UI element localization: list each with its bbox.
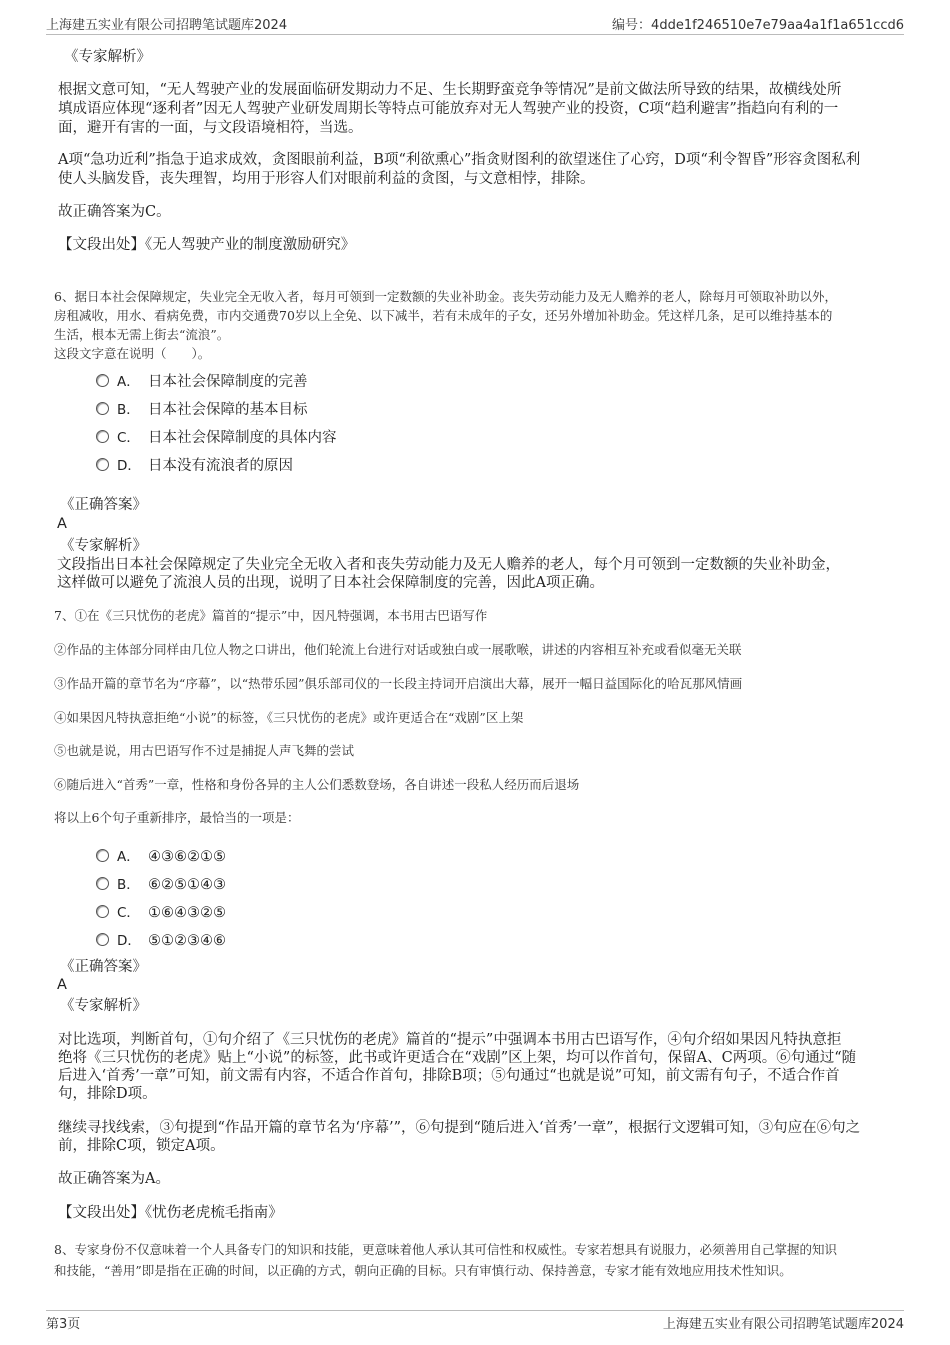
q7-sentence: ②作品的主体部分同样由几位人物之口讲出，他们轮流上台进行对话或独白或一展歌喉，讲述的内容相互补充或看似毫无关联 xyxy=(54,642,742,657)
option-text: 日本没有流浪者的原因 xyxy=(148,458,293,474)
header-title: 上海建五实业有限公司招聘笔试题库2024 xyxy=(46,18,288,33)
q7-analysis-line: 继续寻找线索，③句提到“作品开篇的章节名为‘序幕’”，⑥句提到“随后进入‘首秀’一章”，根据行文逻辑可知，③句应在⑥句之 xyxy=(58,1120,861,1136)
radio-icon[interactable] xyxy=(96,905,109,918)
radio-icon[interactable] xyxy=(96,458,109,471)
q6-stem-line: 房租减收，用水、看病免费，市内交通费70岁以上全免、以下减半，若有未成年的子女，还另外增加补助金。凭这样几条，足可以维持基本的 xyxy=(54,308,833,323)
option-key: B． xyxy=(117,877,140,893)
q7-source: 【文段出处】《忧伤老虎梳毛指南》 xyxy=(58,1205,283,1221)
q7-analysis-line: 对比选项，判断首句，①句介绍了《三只忧伤的老虎》篇首的“提示”中强调本书用古巴语写作，④句介绍如果因凡特执意拒 xyxy=(58,1032,842,1048)
q7-option-c[interactable] xyxy=(96,901,226,921)
q7-analysis-line: 前，排除C项，锁定A项。 xyxy=(58,1138,225,1154)
q7-analysis-line: 绝将《三只忧伤的老虎》贴上“小说”的标签，此书或许更适合在“戏剧”区上架，均可以作首句，保留A、C两项。⑥句通过“随 xyxy=(58,1050,857,1066)
q7-sentence: 7、①在《三只忧伤的老虎》篇首的“提示”中，因凡特强调，本书用古巴语写作 xyxy=(54,608,488,623)
header-divider xyxy=(46,34,904,35)
q5-analysis-line: 使人头脑发昏，丧失理智，均用于形容人们对眼前利益的贪图，与文意相悖，排除。 xyxy=(58,171,595,187)
q5-analysis-line: 面，避开有害的一面，与文段语境相符，当选。 xyxy=(58,120,363,136)
q7-expert-label: 《专家解析》 xyxy=(60,998,147,1014)
q7-answer-label: 《正确答案》 xyxy=(60,959,147,975)
radio-icon[interactable] xyxy=(96,933,109,946)
q7-sentence: ⑥随后进入“首秀”一章，性格和身份各异的主人公们悉数登场，各自讲述一段私人经历而后退场 xyxy=(54,777,580,792)
q6-option-d[interactable] xyxy=(96,454,293,474)
q5-source: 【文段出处】《无人驾驶产业的制度激励研究》 xyxy=(58,237,356,253)
q7-option-d[interactable] xyxy=(96,929,226,949)
q7-sentence: ③作品开篇的章节名为“序幕”，以“热带乐园”俱乐部司仪的一长段主持词开启演出大幕，展开一幅日益国际化的哈瓦那风情画 xyxy=(54,676,743,691)
option-key: A． xyxy=(117,374,140,390)
q6-stem-line: 6、据日本社会保障规定，失业完全无收入者，每月可领到一定数额的失业补助金。丧失劳动能力及无人赡养的老人，除每月可领取补助以外， xyxy=(54,289,837,304)
q5-analysis-line: A项“急功近利”指急于追求成效，贪图眼前利益，B项“利欲熏心”指贪财图利的欲望迷住了心窍，D项“利令智昏”形容贪图私利 xyxy=(58,152,861,168)
option-text: ④③⑥②①⑤ xyxy=(148,849,226,865)
q5-analysis-line: 根据文意可知，“无人驾驶产业的发展面临研发期动力不足、生长期野蛮竞争等情况”是前文做法所导致的结果，故横线处所 xyxy=(58,82,842,98)
q7-prompt: 将以上6个句子重新排序，最恰当的一项是： xyxy=(54,810,300,825)
q6-stem-line: 生活，根本无需上街去“流浪”。 xyxy=(54,327,230,342)
q7-analysis-line: 句，排除D项。 xyxy=(58,1086,157,1102)
radio-icon[interactable] xyxy=(96,849,109,862)
option-key: A． xyxy=(117,849,140,865)
option-key: D． xyxy=(117,458,141,474)
q6-answer: A xyxy=(57,516,67,532)
q6-option-b[interactable] xyxy=(96,398,308,418)
q6-analysis-line: 文段指出日本社会保障规定了失业完全无收入者和丧失劳动能力及无人赡养的老人，每个月可领到一定数额的失业补助金， xyxy=(57,557,840,573)
q5-expert-label: 《专家解析》 xyxy=(64,49,151,65)
option-text: ①⑥④③②⑤ xyxy=(148,905,226,921)
q5-conclusion: 故正确答案为C。 xyxy=(58,204,171,220)
q7-sentence: ④如果因凡特执意拒绝“小说”的标签，《三只忧伤的老虎》或许更适合在“戏剧”区上架 xyxy=(54,710,524,725)
q7-answer: A xyxy=(57,977,67,993)
q8-stem-line: 8、专家身份不仅意味着一个人具备专门的知识和技能，更意味着他人承认其可信性和权威性。专家若想具有说服力，必须善用自己掌握的知识 xyxy=(54,1242,837,1257)
q7-option-a[interactable] xyxy=(96,845,226,865)
q6-question: 这段文字意在说明（ ）。 xyxy=(54,346,211,361)
option-text: ⑥②⑤①④③ xyxy=(148,877,226,893)
page-number: 第3页 xyxy=(46,1317,81,1332)
option-key: D． xyxy=(117,933,141,949)
q7-conclusion: 故正确答案为A。 xyxy=(58,1171,170,1187)
page-header xyxy=(46,14,904,34)
footer-title: 上海建五实业有限公司招聘笔试题库2024 xyxy=(662,1317,904,1332)
option-text: ⑤①②③④⑥ xyxy=(148,933,226,949)
radio-icon[interactable] xyxy=(96,374,109,387)
page-footer xyxy=(46,1313,904,1333)
q7-sentence: ⑤也就是说，用古巴语写作不过是捕捉人声飞舞的尝试 xyxy=(54,743,355,758)
q6-option-a[interactable] xyxy=(96,370,308,390)
radio-icon[interactable] xyxy=(96,402,109,415)
radio-icon[interactable] xyxy=(96,430,109,443)
footer-divider xyxy=(46,1310,904,1311)
q6-option-c[interactable] xyxy=(96,426,337,446)
option-key: B． xyxy=(117,402,140,418)
document-id: 编号：4dde1f246510e7e79aa4a1f1a651ccd6 xyxy=(612,18,904,33)
q6-answer-label: 《正确答案》 xyxy=(60,497,147,513)
option-text: 日本社会保障制度的完善 xyxy=(148,374,308,390)
option-text: 日本社会保障的基本目标 xyxy=(148,402,308,418)
option-key: C． xyxy=(117,430,140,446)
q5-analysis-line: 填成语应体现“逐利者”因无人驾驶产业研发周期长等特点可能放弃对无人驾驶产业的投资，C项“趋利避害”指趋向有利的一 xyxy=(58,101,839,117)
option-key: C． xyxy=(117,905,140,921)
q7-option-b[interactable] xyxy=(96,873,226,893)
q6-expert-label: 《专家解析》 xyxy=(60,538,147,554)
q8-stem-line: 和技能，“善用”即是指在正确的时间，以正确的方式，朝向正确的目标。只有审慎行动、保持善意，专家才能有效地应用技术性知识。 xyxy=(54,1263,792,1278)
radio-icon[interactable] xyxy=(96,877,109,890)
q7-analysis-line: 后进入‘首秀’一章”可知，前文需有内容，不适合作首句，排除B项；⑤句通过“也就是说”可知，前文需有句子，不适合作首 xyxy=(58,1068,840,1084)
option-text: 日本社会保障制度的具体内容 xyxy=(148,430,337,446)
q6-analysis-line: 这样做可以避免了流浪人员的出现，说明了日本社会保障制度的完善，因此A项正确。 xyxy=(57,575,604,591)
